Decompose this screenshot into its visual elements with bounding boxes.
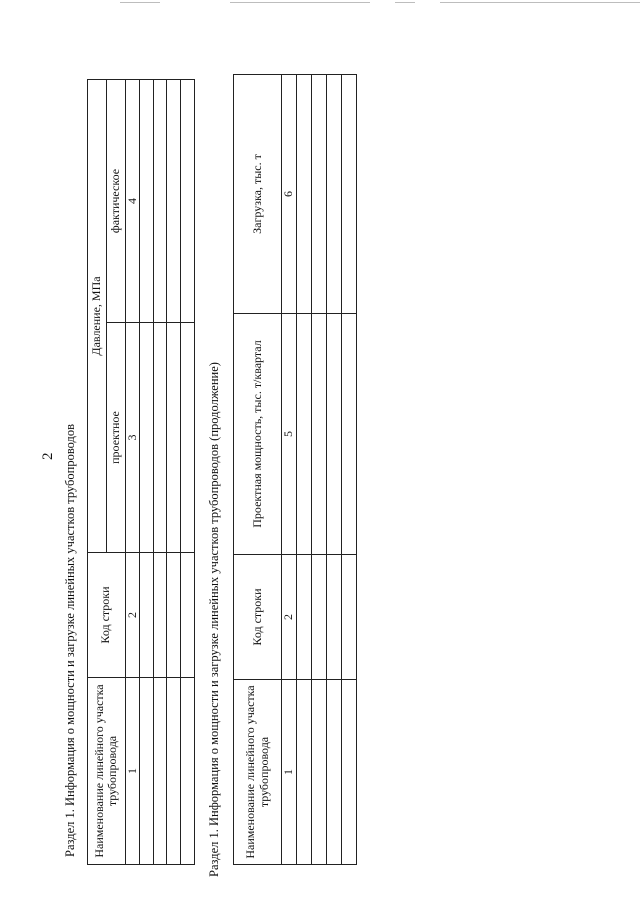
table-cell [181, 323, 195, 553]
table-cell [167, 553, 181, 678]
table-cell [154, 323, 167, 553]
column-number: 4 [125, 79, 140, 322]
table-cell [341, 555, 356, 680]
table-cell [341, 314, 356, 555]
table-row [154, 79, 167, 864]
header-pressure-design: проектное [106, 323, 125, 553]
column-number: 1 [125, 678, 140, 865]
table-row [341, 75, 356, 865]
column-number: 2 [282, 555, 297, 680]
header-row-code: Код строки [88, 553, 126, 678]
header-load: Загрузка, тыс. т [234, 75, 282, 314]
table-cell [311, 75, 326, 314]
table-cell [326, 680, 341, 865]
table-cell [326, 555, 341, 680]
table-cell [311, 314, 326, 555]
table-cell [311, 555, 326, 680]
table-cell [326, 314, 341, 555]
table-cell [296, 680, 311, 865]
header-pressure-actual: фактическое [106, 79, 125, 322]
column-number: 1 [282, 680, 297, 865]
header-design-capacity: Проектная мощность, тыс. т/квартал [234, 314, 282, 555]
table-cell [167, 323, 181, 553]
table-row [296, 75, 311, 865]
column-number: 3 [125, 323, 140, 553]
table-row [181, 79, 195, 864]
column-number: 2 [125, 553, 140, 678]
table-cell [341, 75, 356, 314]
table-cell [181, 678, 195, 865]
header-row-code: Код строки [234, 555, 282, 680]
table-cell [154, 678, 167, 865]
section1-title: Раздел 1. Информация о мощности и загрузке линейных участков трубопроводов [63, 423, 77, 857]
table-cell [181, 79, 195, 322]
table-cell [140, 79, 154, 322]
section2-title: Раздел 1. Информация о мощности и загрузке линейных участков трубопроводов (продолжение) [207, 362, 221, 877]
table-cell [140, 323, 154, 553]
table-cell [154, 553, 167, 678]
table-row [167, 79, 181, 864]
table-cell [167, 678, 181, 865]
table-cell [140, 678, 154, 865]
page-number: 2 [40, 452, 56, 460]
table-cell [311, 680, 326, 865]
table-cell [296, 555, 311, 680]
table-row [326, 75, 341, 865]
table-cell [140, 553, 154, 678]
table-row [311, 75, 326, 865]
table-cell [326, 75, 341, 314]
column-number: 5 [282, 314, 297, 555]
table-cell [154, 79, 167, 322]
section1-table [87, 79, 195, 865]
table-cell [167, 79, 181, 322]
header-line-section-name: Наименование линейного участка трубопровода [234, 680, 282, 865]
header-pressure: Давление, МПа [88, 79, 107, 552]
column-number: 6 [282, 75, 297, 314]
table-cell [296, 314, 311, 555]
table-row [140, 79, 154, 864]
header-line-section-name: Наименование линейного участка трубопровода [88, 678, 126, 865]
table-cell [341, 680, 356, 865]
section2-table [233, 74, 357, 865]
table-cell [296, 75, 311, 314]
table-cell [181, 553, 195, 678]
